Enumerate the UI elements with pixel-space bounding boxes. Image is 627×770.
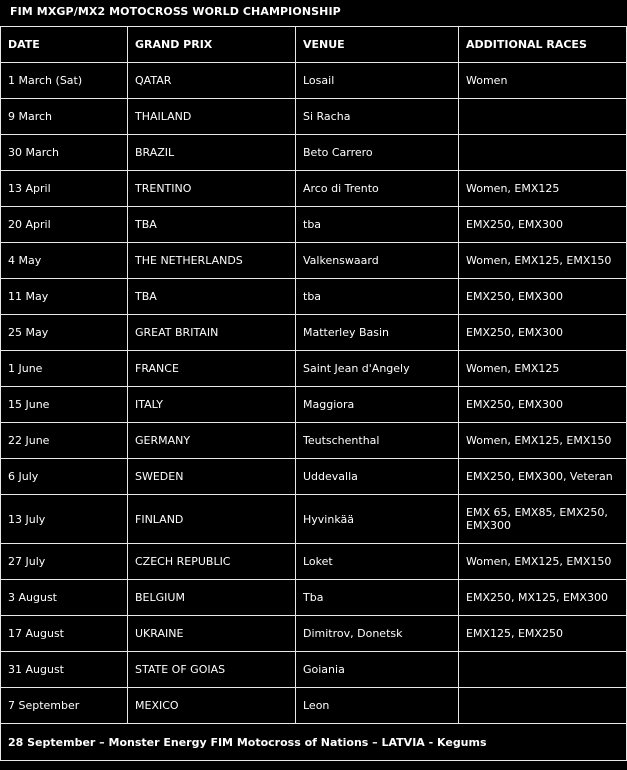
cell-additional-races: EMX250, EMX300 [459,207,627,243]
cell-additional-races: EMX250, EMX300 [459,279,627,315]
table-row [1,495,627,544]
cell-additional-races: EMX250, EMX300 [459,387,627,423]
table-row [1,99,627,135]
cell-venue: Losail [296,63,459,99]
cell-venue: Goiania [296,652,459,688]
cell-additional-races [459,688,627,724]
schedule-table [0,26,627,761]
cell-grand-prix: FINLAND [128,495,296,544]
cell-additional-races: Women [459,63,627,99]
cell-venue: Beto Carrero [296,135,459,171]
cell-additional-races: Women, EMX125, EMX150 [459,243,627,279]
table-row [1,315,627,351]
cell-date: 13 April [1,171,128,207]
cell-venue: Arco di Trento [296,171,459,207]
page-title: FIM MXGP/MX2 MOTOCROSS WORLD CHAMPIONSHIP [10,5,341,18]
table-row [1,279,627,315]
cell-venue: tba [296,207,459,243]
cell-date: 1 June [1,351,128,387]
table-row [1,135,627,171]
nations-footer-text: 28 September – Monster Energy FIM Motocross of Nations – LATVIA - Kegums [1,724,627,761]
cell-additional-races: EMX250, MX125, EMX300 [459,580,627,616]
cell-additional-races: Women, EMX125 [459,351,627,387]
cell-venue: Teutschenthal [296,423,459,459]
cell-additional-races: EMX250, EMX300 [459,315,627,351]
cell-additional-races: EMX250, EMX300, Veteran [459,459,627,495]
cell-venue: Valkenswaard [296,243,459,279]
cell-venue: Maggiora [296,387,459,423]
cell-grand-prix: GREAT BRITAIN [128,315,296,351]
cell-date: 25 May [1,315,128,351]
cell-grand-prix: UKRAINE [128,616,296,652]
cell-date: 13 July [1,495,128,544]
cell-date: 9 March [1,99,128,135]
cell-date: 31 August [1,652,128,688]
cell-additional-races [459,135,627,171]
cell-venue: Saint Jean d'Angely [296,351,459,387]
header-additional-races: ADDITIONAL RACES [459,27,627,63]
cell-date: 27 July [1,544,128,580]
table-row [1,171,627,207]
cell-venue: tba [296,279,459,315]
cell-date: 15 June [1,387,128,423]
table-body [1,63,627,724]
header-venue: VENUE [296,27,459,63]
table-row [1,243,627,279]
cell-date: 4 May [1,243,128,279]
cell-grand-prix: SWEDEN [128,459,296,495]
table-row [1,423,627,459]
table-header-row [1,27,627,63]
cell-grand-prix: ITALY [128,387,296,423]
cell-grand-prix: CZECH REPUBLIC [128,544,296,580]
cell-grand-prix: GERMANY [128,423,296,459]
cell-venue: Matterley Basin [296,315,459,351]
cell-venue: Uddevalla [296,459,459,495]
cell-grand-prix: TBA [128,207,296,243]
cell-additional-races [459,99,627,135]
cell-grand-prix: THAILAND [128,99,296,135]
cell-additional-races: Women, EMX125, EMX150 [459,423,627,459]
table-row [1,616,627,652]
cell-venue: Loket [296,544,459,580]
cell-additional-races: EMX125, EMX250 [459,616,627,652]
cell-venue: Si Racha [296,99,459,135]
cell-additional-races: Women, EMX125 [459,171,627,207]
cell-grand-prix: QATAR [128,63,296,99]
cell-additional-races: EMX 65, EMX85, EMX250, EMX300 [459,495,627,544]
cell-venue: Tba [296,580,459,616]
cell-venue: Dimitrov, Donetsk [296,616,459,652]
cell-grand-prix: FRANCE [128,351,296,387]
cell-venue: Leon [296,688,459,724]
table-row [1,544,627,580]
footer-row [1,724,627,761]
cell-date: 30 March [1,135,128,171]
header-date: DATE [1,27,128,63]
cell-grand-prix: STATE OF GOIAS [128,652,296,688]
cell-venue: Hyvinkää [296,495,459,544]
table-row [1,580,627,616]
cell-date: 6 July [1,459,128,495]
cell-grand-prix: MEXICO [128,688,296,724]
cell-grand-prix: THE NETHERLANDS [128,243,296,279]
cell-grand-prix: TBA [128,279,296,315]
table-row [1,459,627,495]
table-row [1,207,627,243]
cell-date: 11 May [1,279,128,315]
cell-date: 1 March (Sat) [1,63,128,99]
table-row [1,652,627,688]
cell-date: 3 August [1,580,128,616]
cell-additional-races: Women, EMX125, EMX150 [459,544,627,580]
table-row [1,387,627,423]
header-grand-prix: GRAND PRIX [128,27,296,63]
cell-date: 22 June [1,423,128,459]
cell-date: 17 August [1,616,128,652]
cell-grand-prix: TRENTINO [128,171,296,207]
table-row [1,63,627,99]
cell-date: 7 September [1,688,128,724]
cell-date: 20 April [1,207,128,243]
table-row [1,351,627,387]
table-row [1,688,627,724]
cell-grand-prix: BRAZIL [128,135,296,171]
cell-grand-prix: BELGIUM [128,580,296,616]
cell-additional-races [459,652,627,688]
